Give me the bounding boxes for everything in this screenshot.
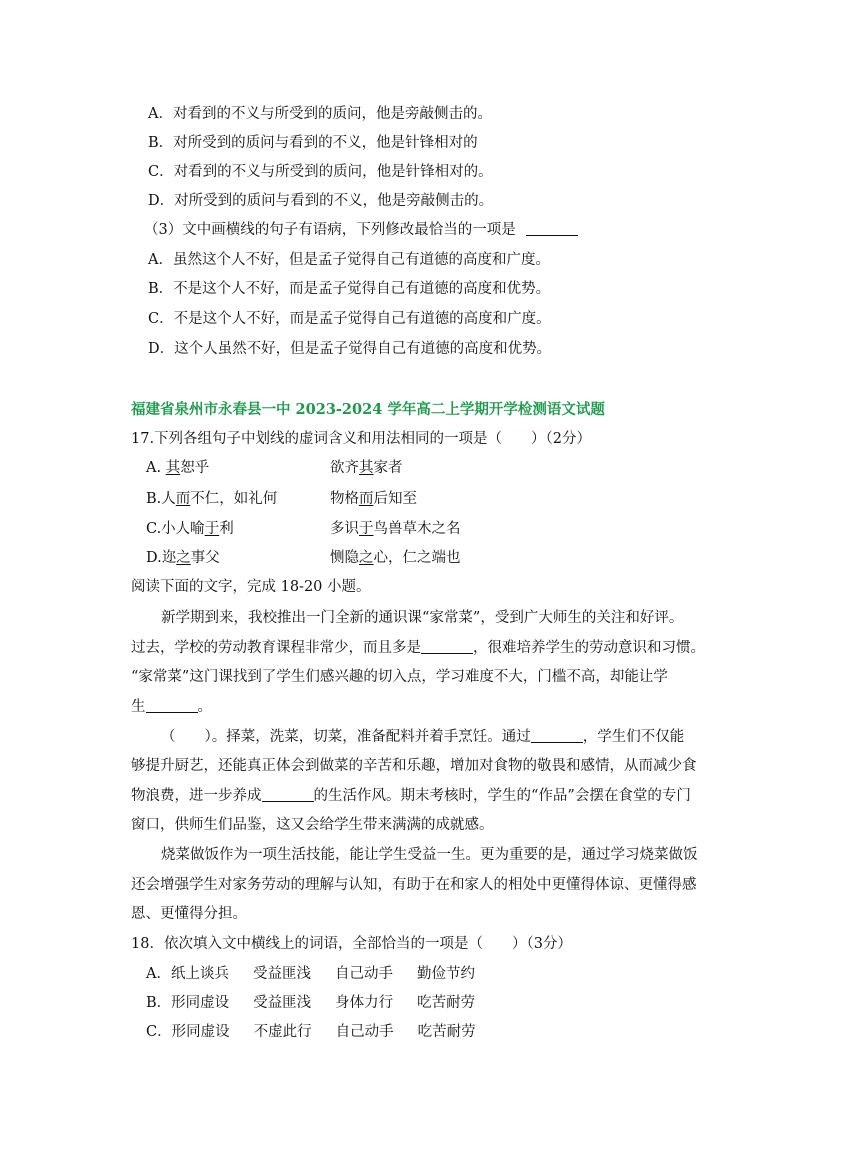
q2-option-c: C．对看到的不义与所受到的质问，他是针锋相对的。 — [148, 164, 493, 180]
q3-option-a: A．虽然这个人不好，但是孟子觉得自己有道德的高度和广度。 — [148, 252, 550, 268]
q2-option-b: B．对所受到的质问与看到的不义，他是针锋相对的 — [148, 135, 478, 151]
q18-stem: 18．依次填入文中横线上的词语，全部恰当的一项是（ ）（3分） — [131, 936, 572, 952]
passage-p3-l1: 烧菜做饭作为一项生活技能，能让学生受益一生。更为重要的是，通过学习烧菜做饭 — [161, 847, 698, 863]
passage-p2-l3: 物浪费，进一步养成 的生活作风。期末考核时，学生的“作品”会摆在食堂的专门 — [131, 788, 691, 804]
passage-p1-l3: “家常菜”这门课找到了学生们感兴趣的切入点，学习难度不大，门槛不高，却能让学 — [131, 669, 668, 685]
passage-p2-l4: 窗口，供师生们品鉴，这又会给学生带来满满的成就感。 — [131, 817, 494, 833]
blank-2 — [146, 698, 198, 713]
q18-option-c: C．形同虚设 不虚此行 自己动手 吃苦耐劳 — [146, 1024, 476, 1040]
blank-4 — [262, 787, 314, 802]
q18-option-a: A．纸上谈兵 受益匪浅 自己动手 勤俭节约 — [146, 966, 475, 982]
q17-row-a: A. 其恕乎 欲齐其家者 — [146, 460, 403, 476]
q2-option-a: A．对看到的不义与所受到的质问，他是旁敲侧击的。 — [148, 106, 492, 122]
q17-row-b: B.人而不仁，如礼何 物格而后知至 — [146, 491, 417, 507]
passage-p3-l3: 恩、更懂得分担。 — [131, 906, 247, 922]
passage-p1-l4: 生 。 — [131, 699, 212, 715]
passage-p2-l2: 够提升厨艺，还能真正体会到做菜的辛苦和乐趣，增加对食物的敬畏和感情，从而减少食 — [131, 758, 697, 774]
blank-3 — [531, 728, 583, 743]
q17-row-c: C.小人喻于利 多识于鸟兽草木之名 — [146, 521, 461, 537]
q17-stem: 17.下列各组句子中划线的虚词含义和用法相同的一项是（ ）（2分） — [131, 431, 592, 447]
passage-p3-l2: 还会增强学生对家务劳动的理解与认知，有助于在和家人的相处中更懂得体谅、更懂得感 — [131, 877, 697, 893]
passage-p2-l1: （ ）。择菜，洗菜，切菜，准备配料并着手烹饪。通过 ，学生们不仅能 — [161, 729, 685, 745]
answer-blank — [526, 221, 578, 236]
q3-option-c: C．不是这个人不好，而是孟子觉得自己有道德的高度和广度。 — [148, 311, 551, 327]
q17-row-d: D.迩之事父 恻隐之心，仁之端也 — [146, 550, 461, 566]
q3-option-b: B．不是这个人不好，而是孟子觉得自己有道德的高度和优势。 — [148, 281, 551, 297]
q18-option-b: B．形同虚设 受益匪浅 身体力行 吃苦耐劳 — [146, 995, 476, 1011]
passage-p1-l2: 过去，学校的劳动教育课程非常少，而且多是 ，很难培养学生的劳动意识和习惯。 — [131, 640, 705, 656]
blank-1 — [421, 639, 473, 654]
source-title: 福建省泉州市永春县一中 2023-2024 学年高二上学期开学检测语文试题 — [131, 401, 605, 418]
reading-intro: 阅读下面的文字，完成 18-20 小题。 — [131, 579, 371, 595]
q3-stem: （3）文中画横线的句子有语病，下列修改最恰当的一项是 — [144, 220, 578, 240]
q3-option-d: D．这个人虽然不好，但是孟子觉得自己有道德的高度和优势。 — [148, 341, 552, 357]
q2-option-d: D．对所受到的质问与看到的不义，他是旁敲侧击的。 — [148, 193, 494, 209]
passage-p1-l1: 新学期到来，我校推出一门全新的通识课“家常菜”，受到广大师生的关注和好评。 — [161, 610, 684, 626]
